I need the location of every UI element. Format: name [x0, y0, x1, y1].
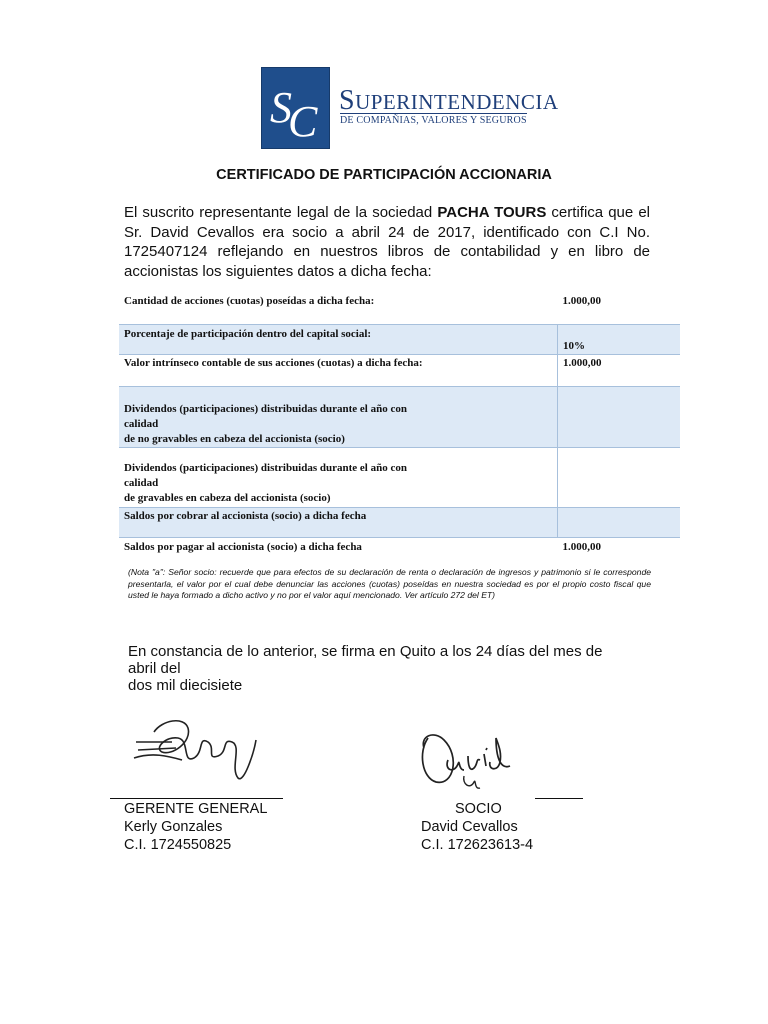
- manager-role: GERENTE GENERAL: [124, 801, 268, 817]
- table-row: Dividendos (participaciones) distribuidas durante el año con calidad de gravables en cabeza del accionista (socio): [119, 447, 680, 507]
- intro-paragraph: El suscrito representante legal de la sociedad PACHA TOURS certifica que el Sr. David Cevallos era socio a abril 24 de 2017, identificado con C.I No. 1725407124 reflejando en nuestros libros de contabilidad y en libro de accionistas los siguientes datos a dicha fecha:: [124, 204, 651, 280]
- manager-signature-line: [110, 798, 283, 799]
- manager-signature-block: [124, 800, 267, 854]
- fiscal-note: (Nota "a": Señor socio: recuerde que para efectos de su declaración de renta o declaración de ingresos y patrimonio si le corresponde presentarla, el valor por el cual debe denunciar las acciones (cuotas) poseídas en nuestra sociedad es por el propio costo fiscal que usted le haya formado a dicho activo y no por el valor aquí mencionado. Ver artículo 272 del ET): [128, 567, 651, 600]
- partner-name: David Cevallos: [421, 819, 518, 835]
- logo-subtitle: DE COMPAÑIAS, VALORES Y SEGUROS: [340, 115, 527, 126]
- partner-signature-block: [421, 800, 533, 854]
- company-name: PACHA TOURS: [437, 204, 547, 221]
- svg-text:S: S: [270, 83, 292, 132]
- manager-id: C.I. 1724550825: [124, 837, 232, 853]
- partner-signature-line: [535, 798, 583, 799]
- closing-statement: En constancia de lo anterior, se firma en Quito a los 24 días del mes de abril del dos mil diecisiete: [128, 643, 603, 694]
- table-row: Saldos por cobrar al accionista (socio) a dicha fecha: [119, 507, 680, 537]
- svg-text:C: C: [288, 97, 318, 142]
- table-row: Cantidad de acciones (cuotas) poseídas a dicha fecha: 1.000,00: [124, 295, 601, 307]
- sc-logo-mark: [261, 67, 330, 149]
- partner-role: SOCIO: [455, 801, 502, 817]
- partner-id: C.I. 172623613-4: [421, 837, 534, 853]
- logo-title: SUPERINTENDENCIA: [339, 85, 559, 116]
- table-row: Porcentaje de participación dentro del capital social: 10%: [119, 324, 680, 354]
- partner-signature-image: [414, 726, 522, 794]
- table-row: Dividendos (participaciones) distribuidas durante el año con calidad de no gravables en cabeza del accionista (socio): [119, 386, 680, 447]
- manager-signature-image: [132, 712, 260, 788]
- table-row: Saldos por pagar al accionista (socio) a dicha fecha 1.000,00: [124, 540, 601, 553]
- manager-name: Kerly Gonzales: [124, 819, 223, 835]
- superintendencia-logo: [261, 67, 559, 149]
- document-title: CERTIFICADO DE PARTICIPACIÓN ACCIONARIA: [216, 167, 552, 183]
- participation-table: [119, 288, 680, 563]
- table-row: Valor intrínseco contable de sus acciones (cuotas) a dicha fecha: 1.000,00: [119, 354, 680, 386]
- sc-monogram-icon: [266, 74, 326, 142]
